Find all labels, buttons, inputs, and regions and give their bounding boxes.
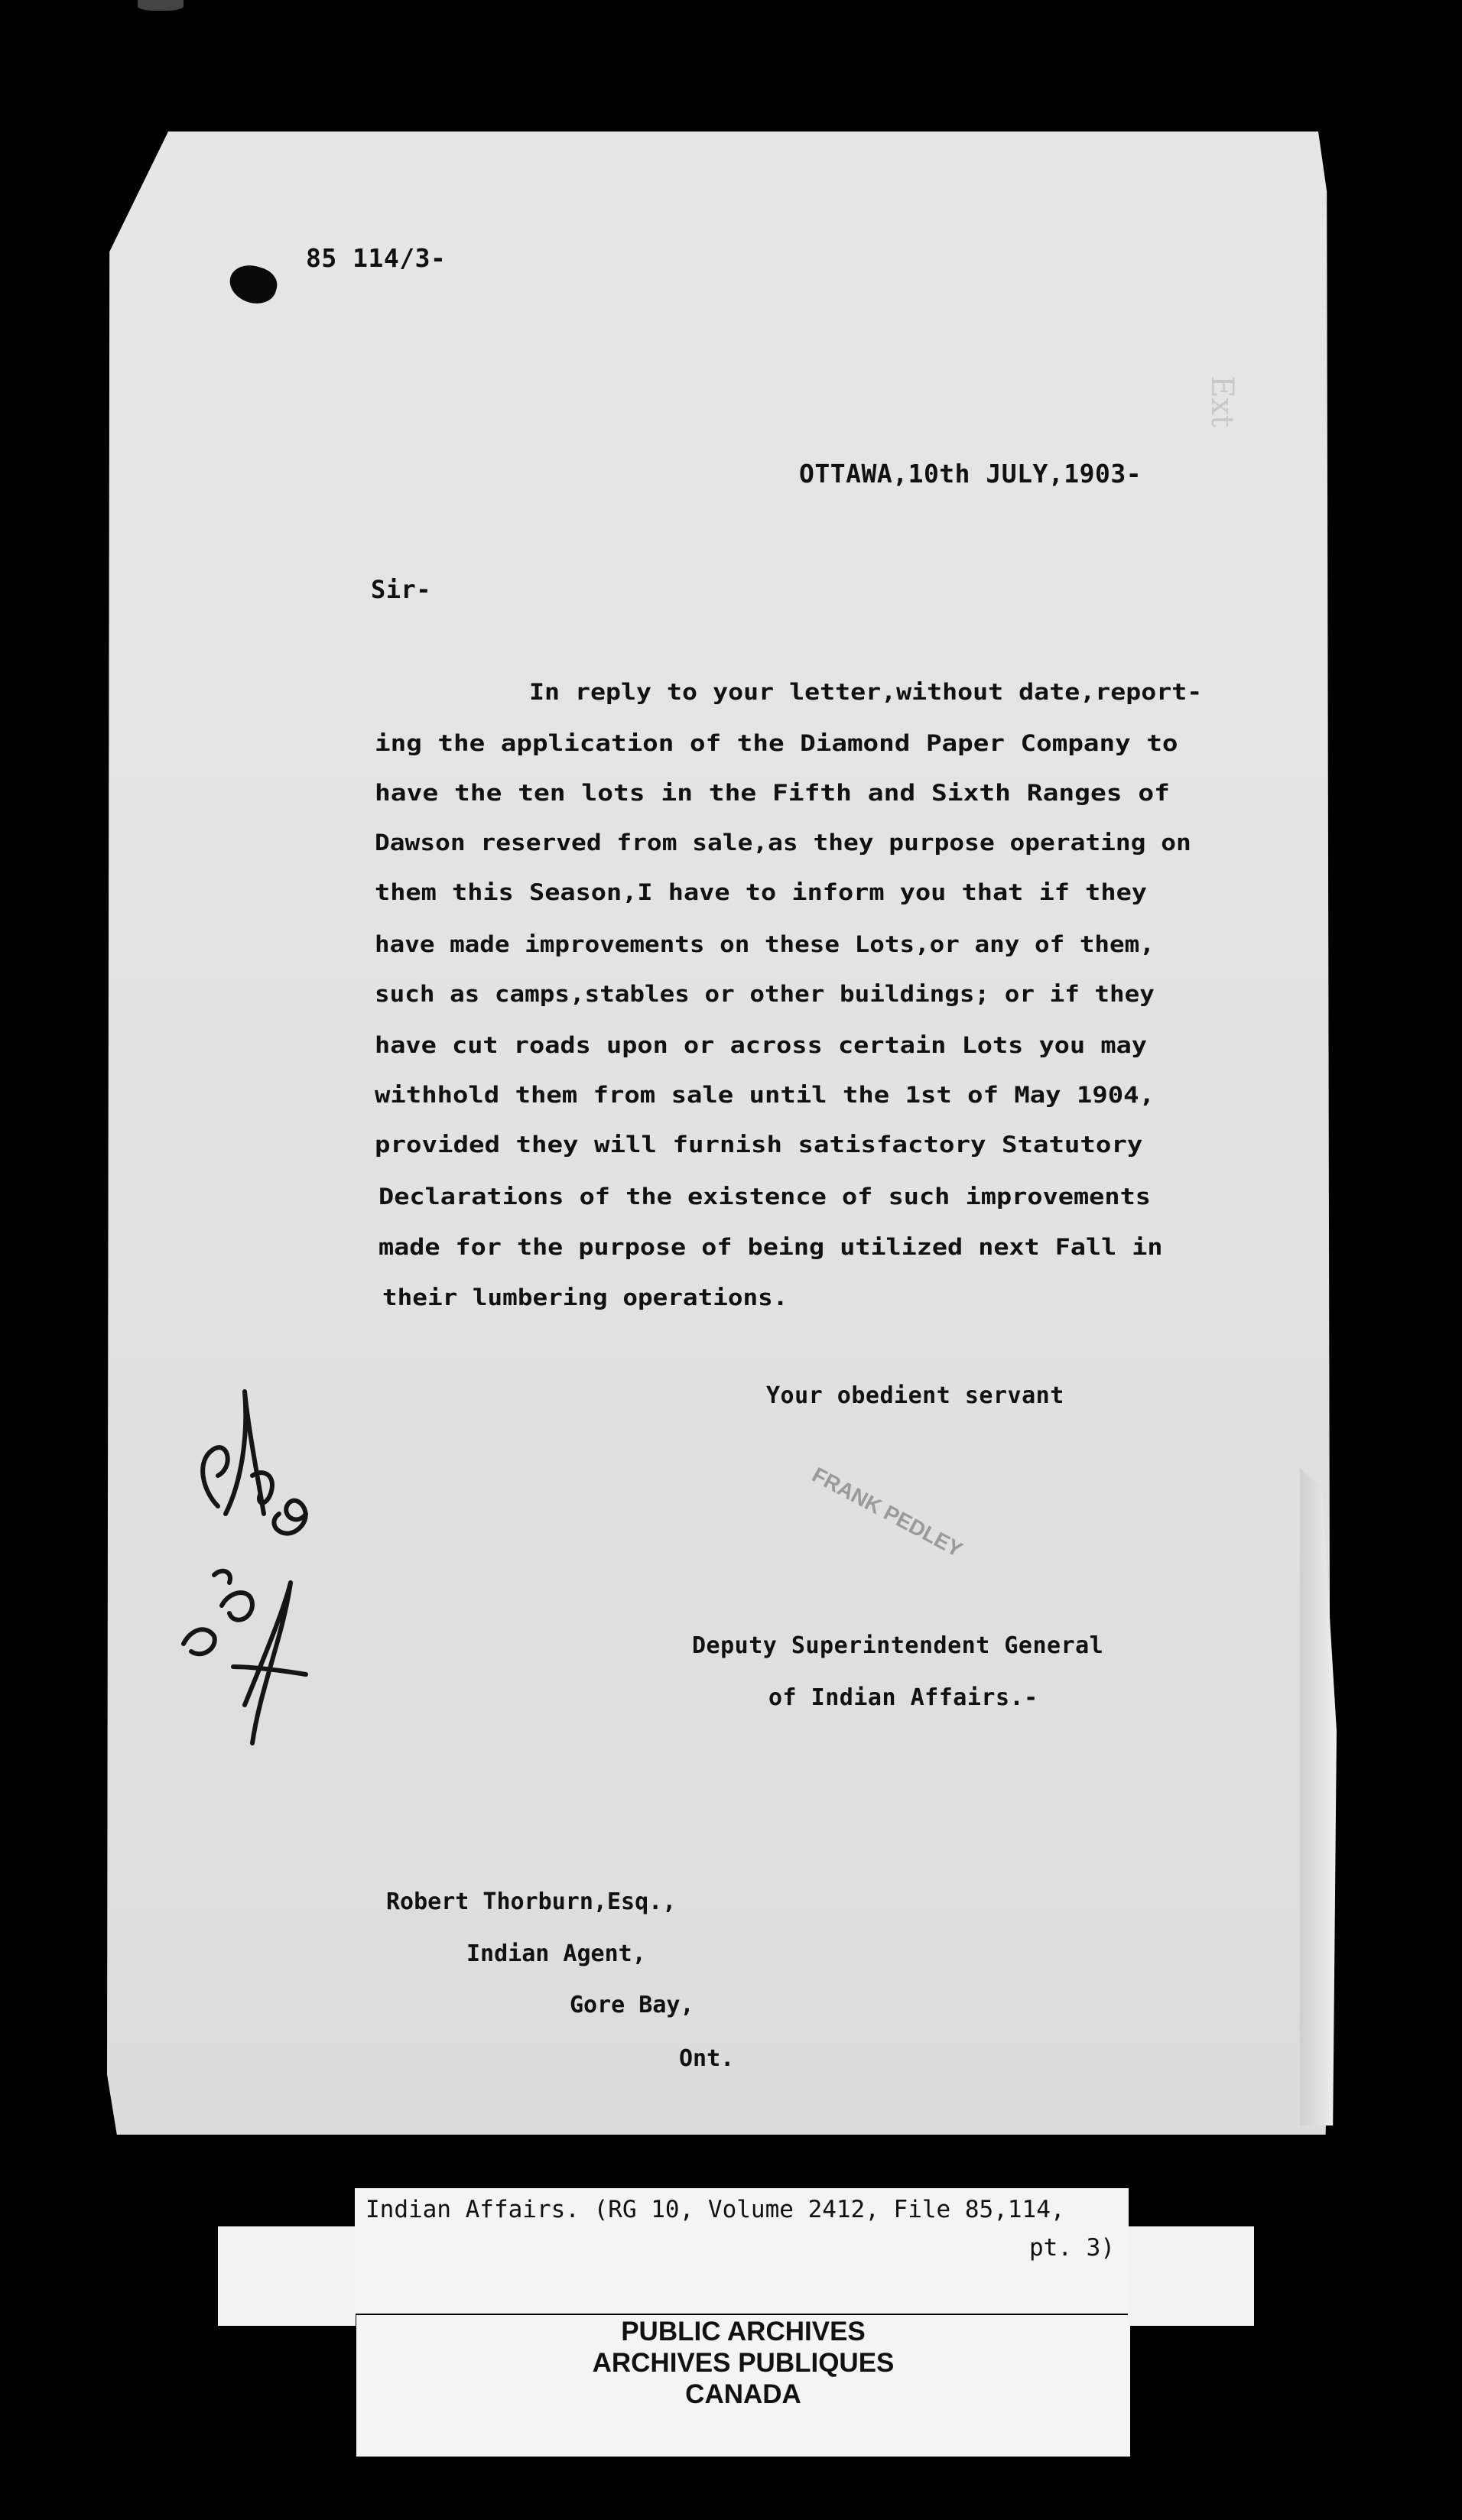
body-line: have made improvements on these Lots,or any of them, bbox=[375, 931, 1155, 957]
addressee-town: Gore Bay, bbox=[570, 1992, 694, 2018]
label-backing bbox=[1128, 2226, 1254, 2326]
archive-citation: Indian Affairs. (RG 10, Volume 2412, File 85,114, bbox=[366, 2196, 1065, 2223]
body-line: such as camps,stables or other buildings; or if they bbox=[375, 981, 1155, 1007]
body-line: have cut roads upon or across certain Lots you may bbox=[375, 1032, 1147, 1058]
faint-margin-mark bbox=[1189, 359, 1239, 443]
body-line: made for the purpose of being utilized next Fall in bbox=[378, 1234, 1163, 1260]
body-line: them this Season,I have to inform you that if they bbox=[375, 879, 1147, 905]
archives-country: CANADA bbox=[685, 2379, 801, 2409]
closing-line: Your obedient servant bbox=[766, 1382, 1064, 1409]
signature-title: Deputy Superintendent General bbox=[692, 1632, 1104, 1659]
body-line: ing the application of the Diamond Paper Company to bbox=[375, 730, 1178, 756]
body-line: provided they will furnish satisfactory Statutory bbox=[375, 1132, 1143, 1158]
handwritten-initials bbox=[168, 1552, 314, 1758]
body-line: withhold them from sale until the 1st of May 1904, bbox=[375, 1082, 1155, 1108]
addressee-title: Indian Agent, bbox=[466, 1940, 646, 1967]
salutation: Sir- bbox=[371, 575, 432, 604]
addressee-province: Ont. bbox=[679, 2045, 735, 2072]
film-artifact bbox=[138, 0, 184, 11]
letter-date: OTTAWA,10th JULY,1903- bbox=[799, 459, 1142, 489]
signature-stamp bbox=[803, 1449, 986, 1562]
stamp-text: FRANK PEDLEY bbox=[808, 1462, 967, 1562]
svg-text:Ext: Ext bbox=[1204, 375, 1239, 427]
body-line: Dawson reserved from sale,as they purpose operating on bbox=[375, 830, 1191, 856]
addressee-name: Robert Thorburn,Esq., bbox=[386, 1888, 677, 1915]
signature-department: of Indian Affairs.- bbox=[768, 1684, 1038, 1711]
archive-citation-part: pt. 3) bbox=[1029, 2234, 1115, 2262]
handwritten-initials bbox=[172, 1361, 325, 1552]
body-line: have the ten lots in the Fifth and Sixth Ranges of bbox=[375, 780, 1170, 806]
archives-name-fr: ARCHIVES PUBLIQUES bbox=[592, 2348, 895, 2378]
body-line: In reply to your letter,without date,report- bbox=[529, 679, 1203, 705]
body-line: their lumbering operations. bbox=[382, 1284, 788, 1310]
label-backing bbox=[218, 2226, 356, 2326]
file-reference: 85 114/3- bbox=[306, 243, 447, 273]
paper-curl bbox=[1300, 1468, 1337, 2125]
archives-name-en: PUBLIC ARCHIVES bbox=[621, 2317, 866, 2346]
body-line: Declarations of the existence of such improvements bbox=[378, 1184, 1151, 1210]
